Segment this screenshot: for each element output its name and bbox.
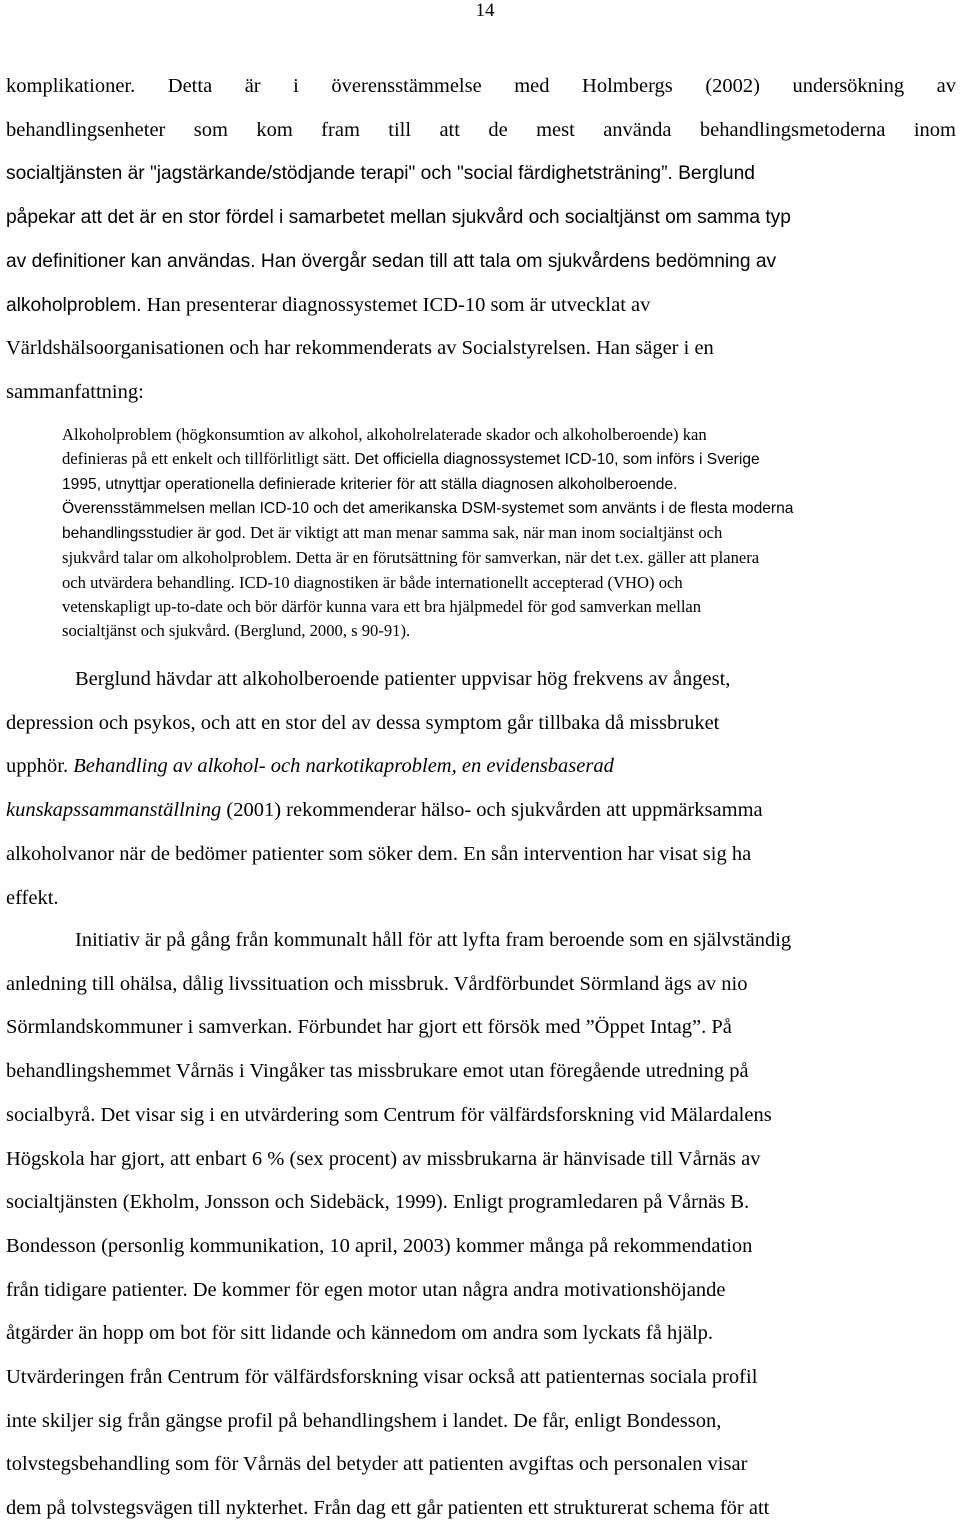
block-quote <box>62 423 954 644</box>
paragraph-2 <box>6 658 956 920</box>
text-line: från tidigare patienter. De kommer för egen motor utan några andra motivationshöjande <box>6 1278 726 1301</box>
text-line: alkoholvanor när de bedömer patienter som söker dem. En sån intervention har visat sig ha <box>6 842 752 865</box>
page-number: 14 <box>475 0 495 21</box>
quote-line: sjukvård talar om alkoholproblem. Detta är en förutsättning för samverkan, när det t.ex. gäller att planera <box>62 548 760 568</box>
quote-line: Alkoholproblem (högkonsumtion av alkohol, alkoholrelaterade skador och alkoholberoende) kan <box>62 425 707 444</box>
text-line: komplikationer. Detta är i överensstämmelse med Holmbergs (2002) undersökning av <box>6 75 956 97</box>
text-line: anledning till ohälsa, dålig livssituation och missbruk. Vårdförbundet Sörmland ägs av nio <box>6 972 748 995</box>
text-line: behandlingsenheter som kom fram till att de mest använda behandlingsmetoderna inom <box>6 118 956 141</box>
text-line: av definitioner kan användas. Han övergår sedan till att tala om sjukvårdens bedömning av <box>6 250 777 272</box>
book-title: kunskapssammanställning <box>6 799 222 822</box>
quote-line: och utvärdera behandling. ICD-10 diagnostiken är både internationellt accepterad (VHO) och <box>62 572 683 592</box>
text-line: upphör. Behandling av alkohol- och narkotikaproblem, en evidensbaserad <box>6 755 614 778</box>
text-line: Utvärderingen från Centrum för välfärdsforskning visar också att patienternas sociala profil <box>6 1366 758 1389</box>
text-line: behandlingshemmet Vårnäs i Vingåker tas missbrukare emot utan föregående utredning på <box>6 1060 749 1083</box>
text-line: sammanfattning: <box>6 380 144 403</box>
text-line: Initiativ är på gång från kommunalt håll för att lyfta fram beroende som en självständig <box>75 929 792 951</box>
quote-line: behandlingsstudier är god. Det är viktigt att man menar samma sak, när man inom socialtjänst och <box>62 523 723 543</box>
text-line: socialtjänsten är "jagstärkande/stödjande terapi" och "social färdighetsträning”. Berglund <box>6 163 755 185</box>
book-title: Behandling av alkohol- och narkotikaproblem, en evidensbaserad <box>73 755 614 778</box>
text-line: Högskola har gjort, att enbart 6 % (sex procent) av missbrukarna är hänvisade till Vårnäs av <box>6 1147 761 1170</box>
text-line: inte skiljer sig från gängse profil på behandlingshem i landet. De får, enligt Bondesson, <box>6 1409 722 1432</box>
quote-line: Överensstämmelsen mellan ICD-10 och det amerikanska DSM-systemet som använts i de flesta moderna <box>62 499 794 517</box>
text-line: effekt. <box>6 886 59 909</box>
text-line: depression och psykos, och att en stor del av dessa symptom går tillbaka då missbruket <box>6 711 720 734</box>
paragraph-3 <box>6 919 956 1531</box>
text-line: Världshälsoorganisationen och har rekommenderats av Socialstyrelsen. Han säger i en <box>6 337 714 360</box>
text-line: tolvstegsbehandling som för Vårnäs del betyder att patienten avgiftas och personalen visar <box>6 1453 748 1476</box>
paragraph-1 <box>6 65 956 415</box>
text-line: Berglund hävdar att alkoholberoende patienter uppvisar hög frekvens av ångest, <box>75 668 731 690</box>
text-line: socialbyrå. Det visar sig i en utvärdering som Centrum för välfärdsforskning vid Mälardalens <box>6 1103 772 1126</box>
text-line: åtgärder än hopp om bot för sitt lidande och kännedom om andra som lyckats få hjälp. <box>6 1322 714 1345</box>
quote-line: vetenskapligt up-to-date och bör därför kunna vara ett bra hjälpmedel för god samverkan mellan <box>62 597 702 617</box>
text-line: Sörmlandskommuner i samverkan. Förbundet har gjort ett försök med ”Öppet Intag”. På <box>6 1016 732 1039</box>
text-line: kunskapssammanställning (2001) rekommenderar hälso- och sjukvården att uppmärksamma <box>6 799 763 822</box>
text-line: dem på tolvstegsvägen till nykterhet. Från dag ett går patienten ett strukturerat schema för att <box>6 1497 770 1520</box>
quote-line: socialtjänst och sjukvård. (Berglund, 2000, s 90-91). <box>62 621 411 641</box>
quote-line: 1995, utnyttjar operationella definierade kriterier för att ställa diagnosen alkoholberoende. <box>62 475 678 493</box>
text-line: Bondesson (personlig kommunikation, 10 april, 2003) kommer många på rekommendation <box>6 1234 753 1257</box>
text-line: socialtjänsten (Ekholm, Jonsson och Sidebäck, 1999). Enligt programledaren på Vårnäs B. <box>6 1191 750 1214</box>
text-line: alkoholproblem. Han presenterar diagnossystemet ICD-10 som är utvecklat av <box>6 293 651 316</box>
text-line: påpekar att det är en stor fördel i samarbetet mellan sjukvård och socialtjänst om samma typ <box>6 207 791 229</box>
quote-line: definieras på ett enkelt och tillförlitligt sätt. Det officiella diagnossystemet ICD-10, som införs i Sverige <box>62 449 760 469</box>
